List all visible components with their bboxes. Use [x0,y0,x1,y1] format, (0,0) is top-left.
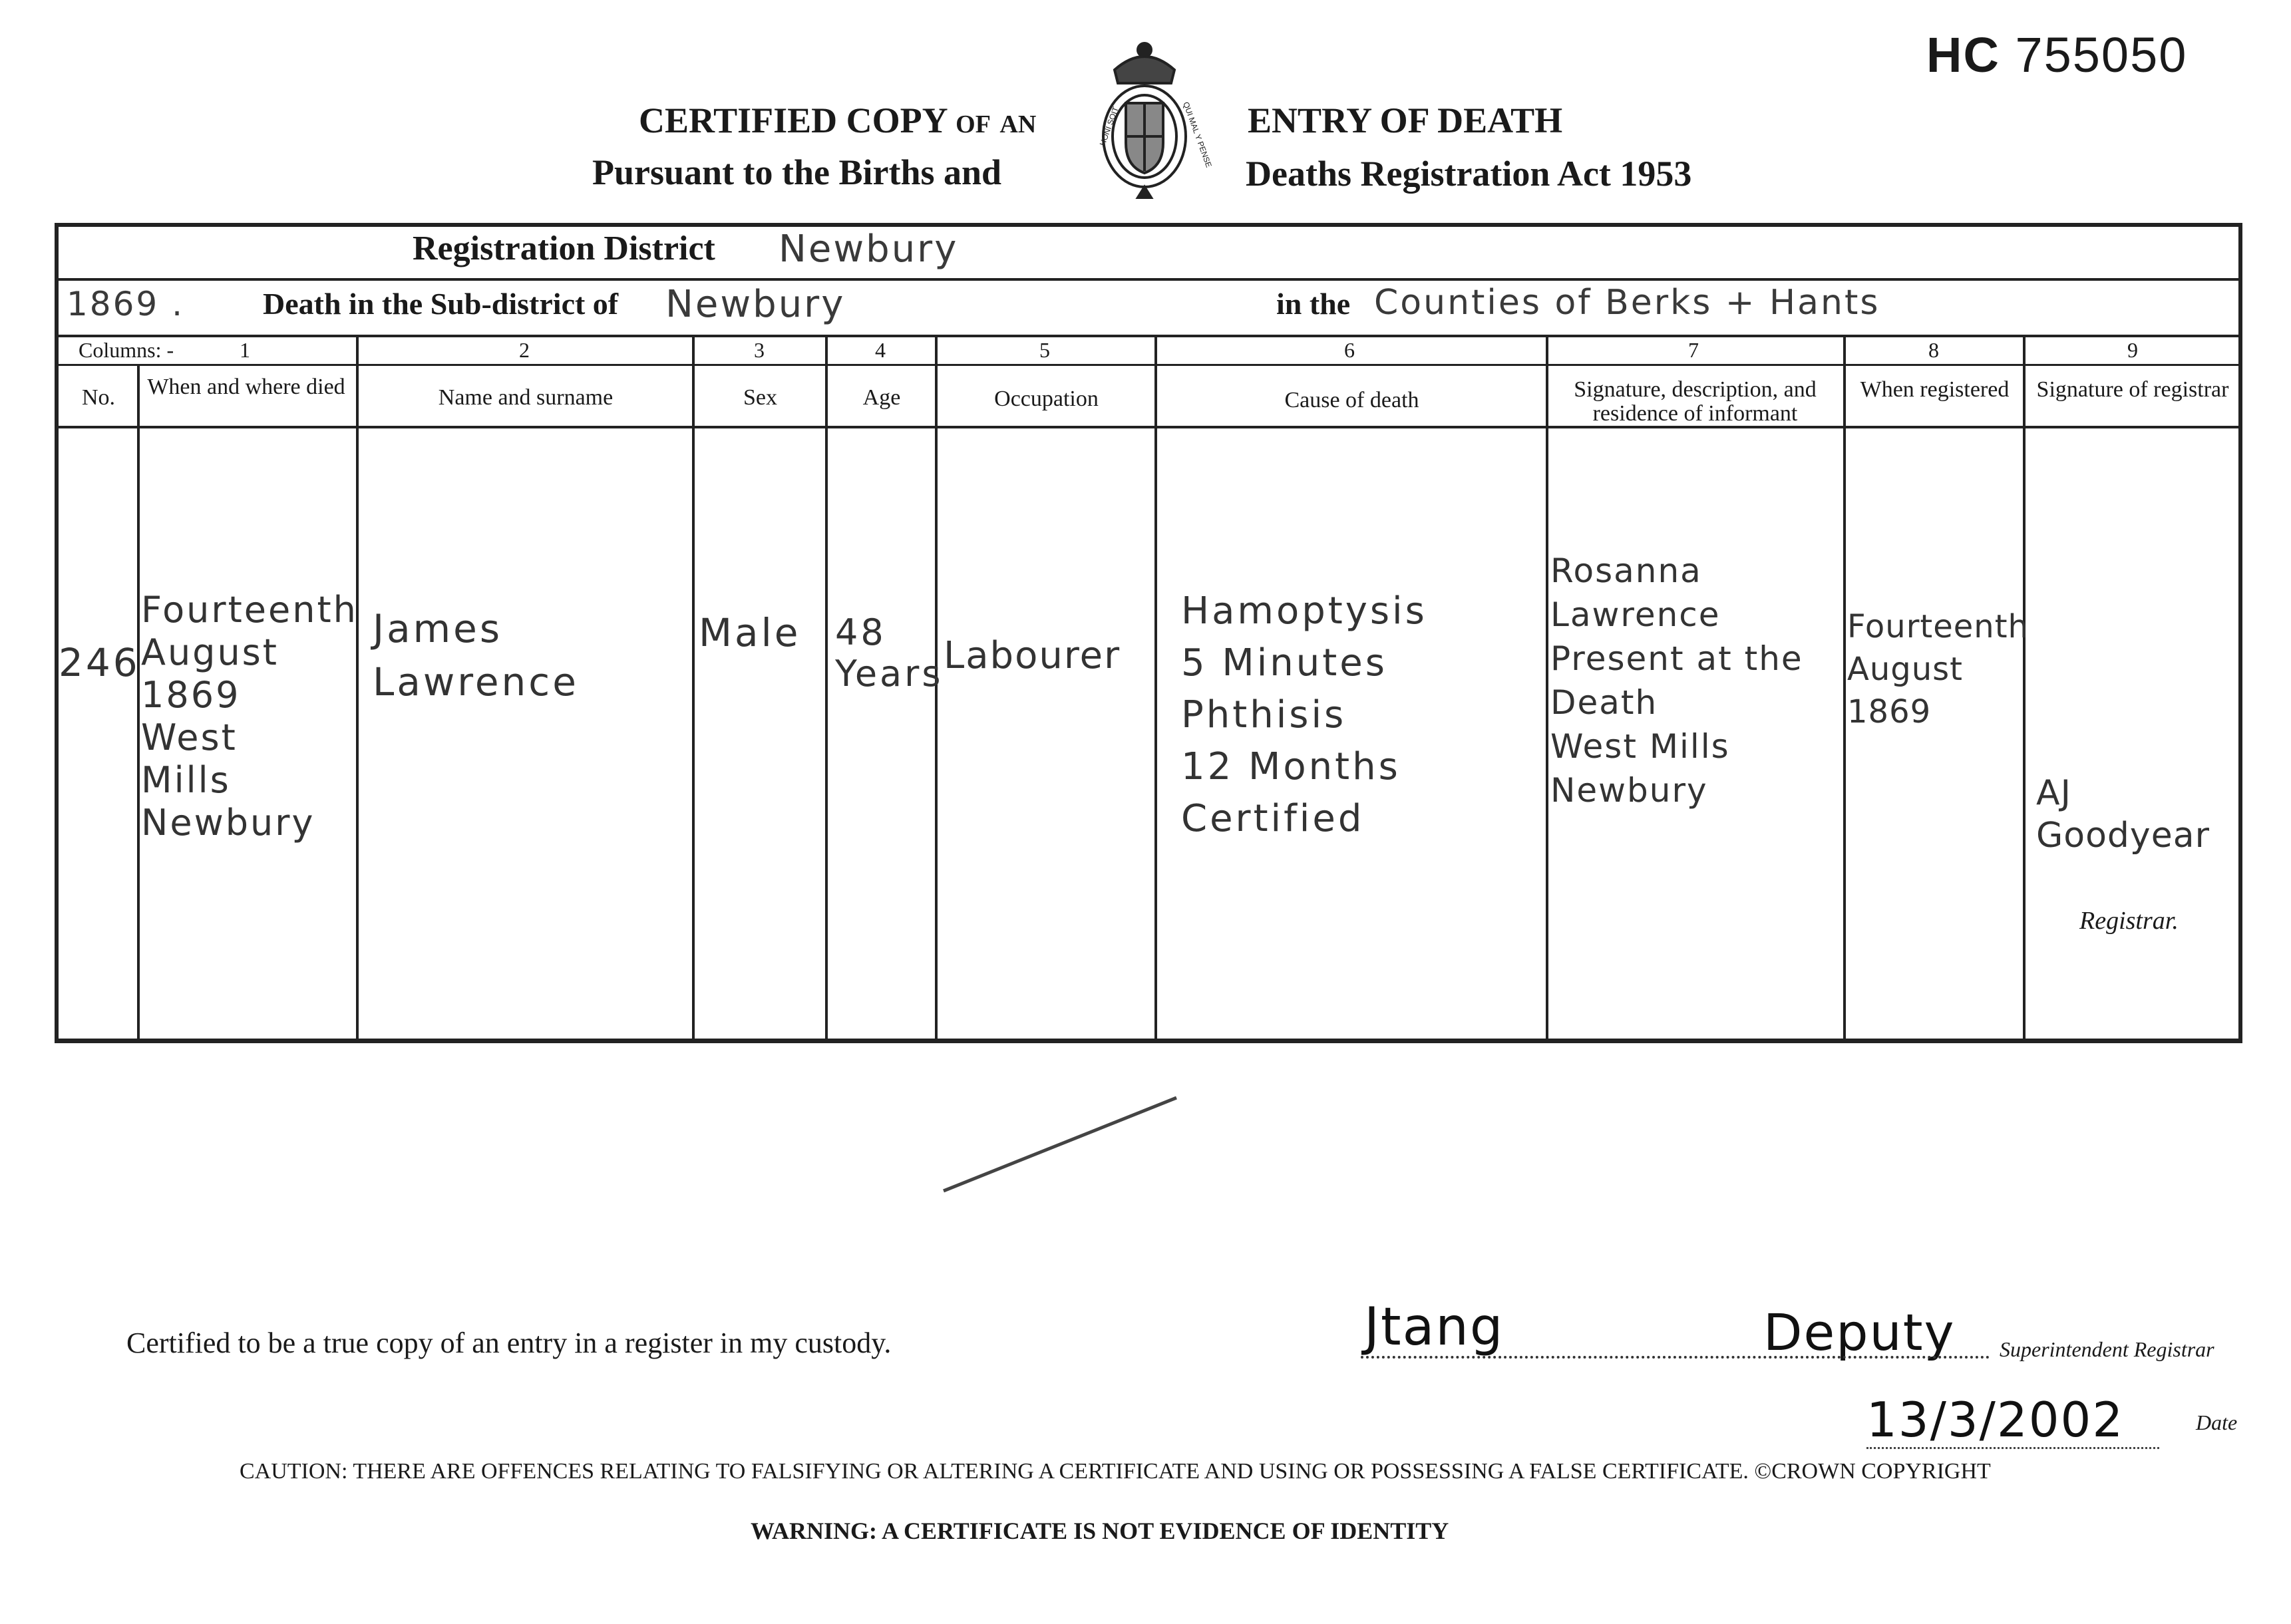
subdistrict-value: Newbury [665,283,846,326]
column-number-7: 7 [1688,338,1699,362]
entry-when-where-died: Fourteenth August 1869 West Mills Newbury [141,589,358,844]
deputy-signature: Deputy [1763,1303,1956,1362]
entry-when-registered: Fourteenth August 1869 [1847,608,2029,731]
date-dotted-line [1866,1447,2159,1449]
col-divider-3 [692,336,695,1041]
header-name-surname: Name and surname [438,385,614,410]
header-when-where-died: When and where died [147,375,345,399]
header-cause-of-death: Cause of death [1284,388,1419,412]
date-label: Date [2196,1410,2238,1434]
entry-informant: Rosanna Lawrence Present at the Death West Mills Newbury [1550,552,1803,810]
royal-crest-emblem [1091,30,1214,203]
column-number-5: 5 [1039,338,1050,362]
registrar-title: Registrar. [2079,907,2179,935]
columns-prefix: Columns: - [79,338,174,362]
column-number-3: 3 [754,338,765,362]
row-divider-headers [55,426,2242,428]
certification-date-value: 13/3/2002 [1866,1392,2125,1448]
header-right-line2: Deaths Registration Act 1953 [1246,154,1692,194]
caution-notice: CAUTION: THERE ARE OFFENCES RELATING TO FALSIFYING OR ALTERING A CERTIFICATE AND USING OR POSSESSING A FALSE CERTIFICATE. ©CROWN COPYRIGHT [240,1459,1991,1484]
crest-motto-left: HONI SOIT [1097,105,1121,148]
crest-motto-right: QUI MAL Y PENSE [1181,100,1214,169]
col-divider-1 [137,366,140,1041]
registration-district-value: Newbury [779,228,959,271]
entry-age: 48 Years [835,611,944,695]
registration-district-label: Registration District [413,230,715,267]
header-age: Age [862,385,901,410]
column-number-9: 9 [2127,338,2138,362]
header-when-registered: When registered [1860,377,2010,402]
entry-number: 246 [59,640,140,685]
serial-prefix: HC [1926,27,2000,82]
superintendent-registrar-label: Superintendent Registrar [2000,1337,2214,1361]
signature-dotted-line [1361,1356,1990,1359]
header-right-line1: ENTRY OF DEATH [1248,100,1563,140]
superintendent-signature: Jtang [1364,1297,1504,1357]
header-sex: Sex [743,385,777,410]
blank-space-cancellation-line [938,1091,1184,1198]
entry-cause-of-death: Hamoptysis 5 Minutes Phthisis 12 Months Certified [1181,589,1427,840]
entry-name-surname: James Lawrence [373,606,579,705]
entry-sex: Male [699,610,801,655]
header-informant: Signature, description, and residence of informant [1574,377,1817,426]
header-occupation: Occupation [994,387,1099,411]
column-number-8: 8 [1928,338,1939,362]
entry-occupation: Labourer [944,634,1121,677]
county-value: Counties of Berks + Hants [1374,283,1880,323]
column-number-2: 2 [519,338,530,362]
col-divider-7 [1546,336,1548,1041]
col-divider-8 [1843,336,1846,1041]
col-divider-4 [825,336,828,1041]
registrar-signature: AJ Goodyear [2036,773,2210,856]
warning-notice: WARNING: A CERTIFICATE IS NOT EVIDENCE OF IDENTITY [751,1518,1449,1544]
entry-year: 1869 . [67,285,185,323]
column-number-4: 4 [875,338,886,362]
column-number-6: 6 [1344,338,1355,362]
header-left-line1: CERTIFIED COPY of an [639,100,1037,140]
subdistrict-label: Death in the Sub-district of [263,287,619,321]
serial-number: 755050 [2015,27,2188,82]
certification-statement: Certified to be a true copy of an entry in a register in my custody. [126,1327,892,1359]
county-label: in the [1276,287,1351,321]
header-left-line2: Pursuant to the Births and [592,152,1002,192]
row-divider-colnums [55,364,2242,366]
header-registrar-signature: Signature of registrar [2036,377,2229,402]
header-no: No. [81,385,116,410]
row-divider-subdistrict [55,335,2242,337]
row-divider-district [55,278,2242,281]
certificate-serial-number [1926,27,2187,83]
col-divider-6 [1154,336,1157,1041]
column-number-1: 1 [240,338,250,362]
